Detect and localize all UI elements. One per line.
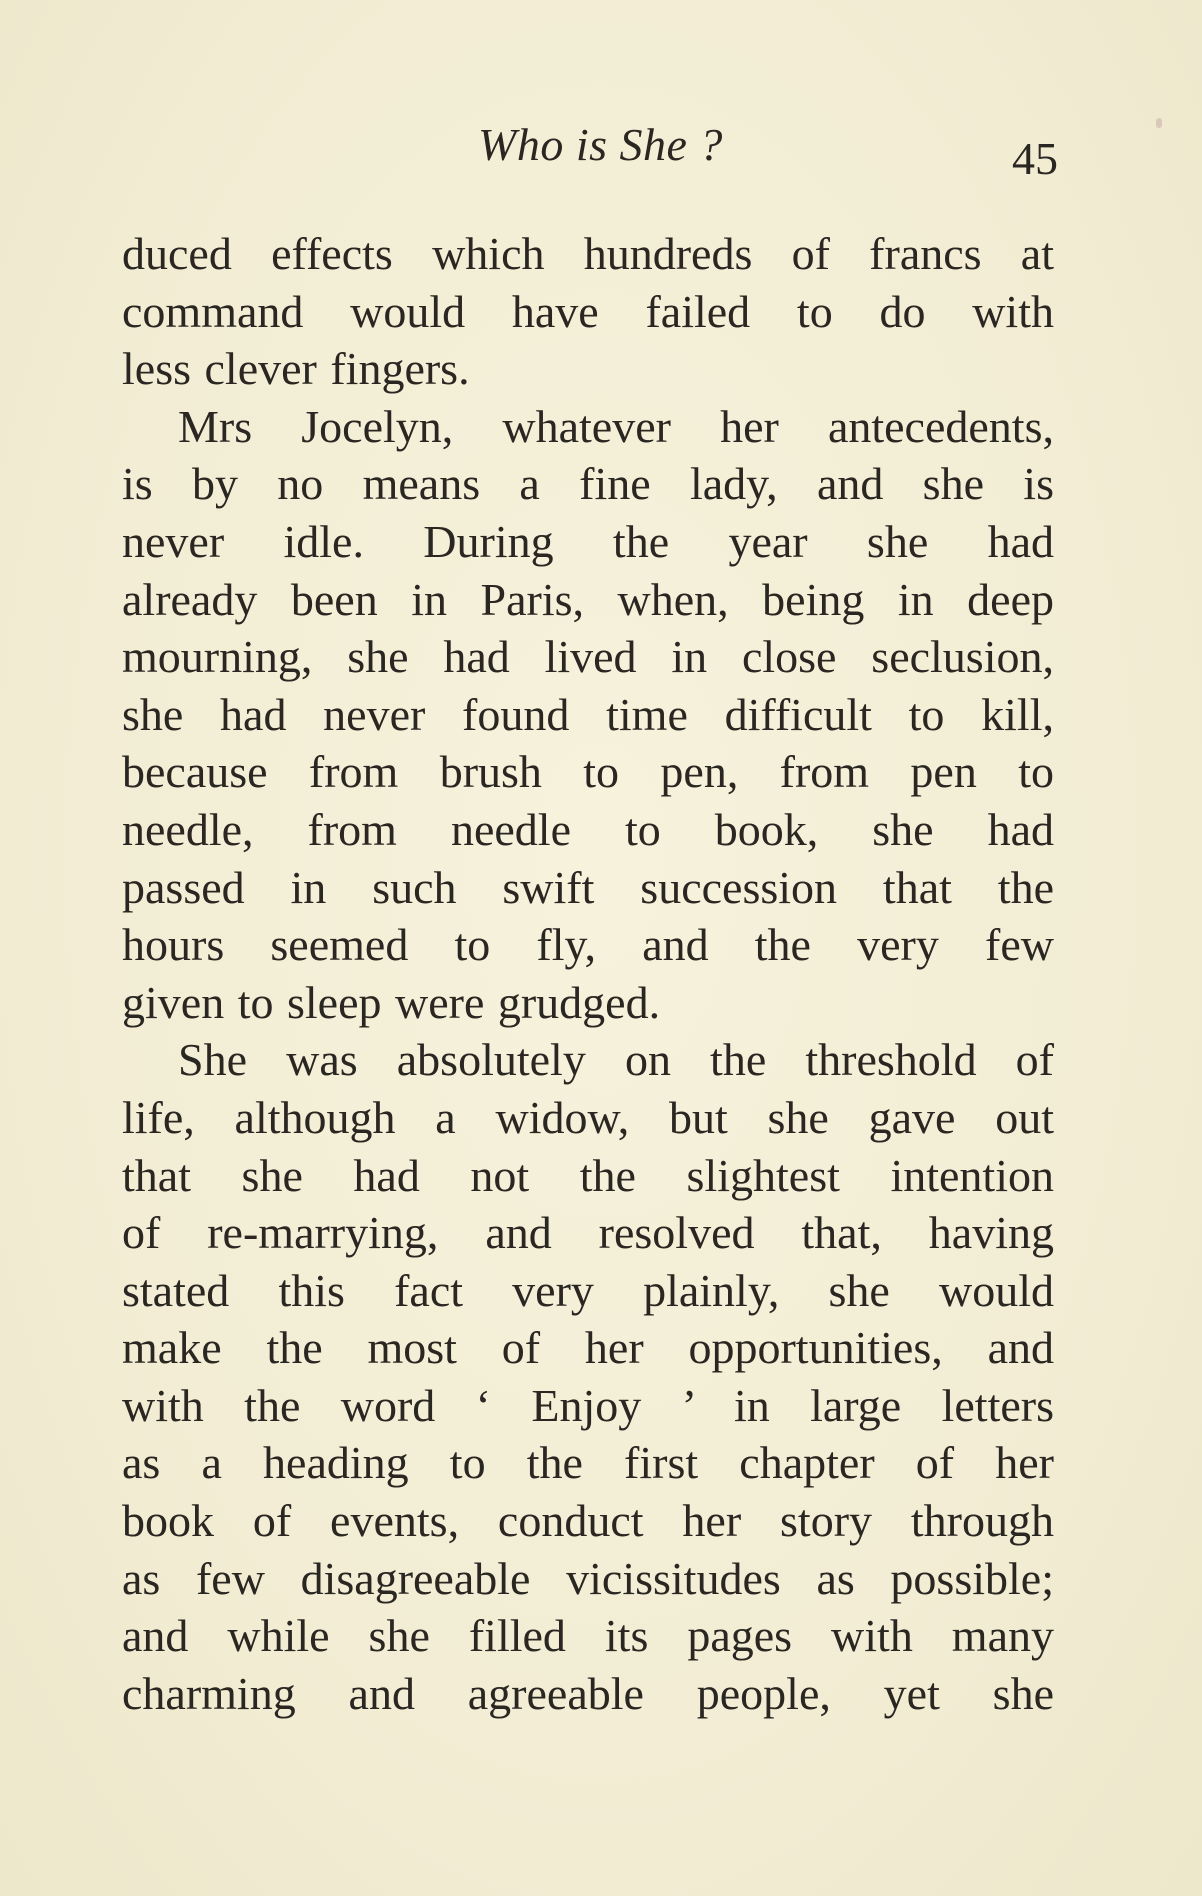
body-text	[122, 225, 1054, 1722]
text-line: is by no means a fine lady, and she is	[122, 458, 1054, 510]
text-line: with the word ‘ Enjoy ’ in large letters	[122, 1379, 1054, 1431]
text-line: less clever fingers.	[122, 343, 470, 395]
text-line: given to sleep were grudged.	[122, 976, 661, 1028]
text-line: as few disagreeable vicissitudes as possible;	[122, 1552, 1054, 1604]
text-line: She was absolutely on the threshold of	[178, 1034, 1054, 1086]
page-number: 45	[1012, 133, 1058, 184]
text-line: charming and agreeable people, yet she	[122, 1667, 1054, 1719]
text-line: life, although a widow, but she gave out	[122, 1091, 1054, 1143]
text-line: she had never found time difficult to kill,	[122, 688, 1054, 740]
text-line: passed in such swift succession that the	[122, 861, 1054, 913]
text-line: book of events, conduct her story through	[122, 1495, 1054, 1547]
text-line: mourning, she had lived in close seclusion,	[122, 631, 1054, 683]
text-line: stated this fact very plainly, she would	[122, 1264, 1054, 1316]
text-line: duced effects which hundreds of francs at	[122, 228, 1054, 279]
text-line: already been in Paris, when, being in deep	[122, 573, 1054, 625]
text-line: needle, from needle to book, she had	[122, 803, 1054, 855]
text-line: of re-marrying, and resolved that, having	[122, 1207, 1054, 1259]
text-line: command would have failed to do with	[122, 285, 1054, 337]
text-line: as a heading to the first chapter of her	[122, 1437, 1054, 1489]
text-line: never idle. During the year she had	[122, 515, 1054, 567]
text-line: make the most of her opportunities, and	[122, 1322, 1054, 1374]
text-line: because from brush to pen, from pen to	[122, 746, 1054, 798]
text-line: that she had not the slightest intention	[122, 1149, 1054, 1201]
running-head	[0, 118, 1202, 188]
text-line: and while she filled its pages with many	[122, 1610, 1054, 1662]
running-title: Who is She ?	[478, 119, 723, 170]
text-line: Mrs Jocelyn, whatever her antecedents,	[178, 400, 1054, 452]
text-line: hours seemed to fly, and the very few	[122, 919, 1054, 971]
